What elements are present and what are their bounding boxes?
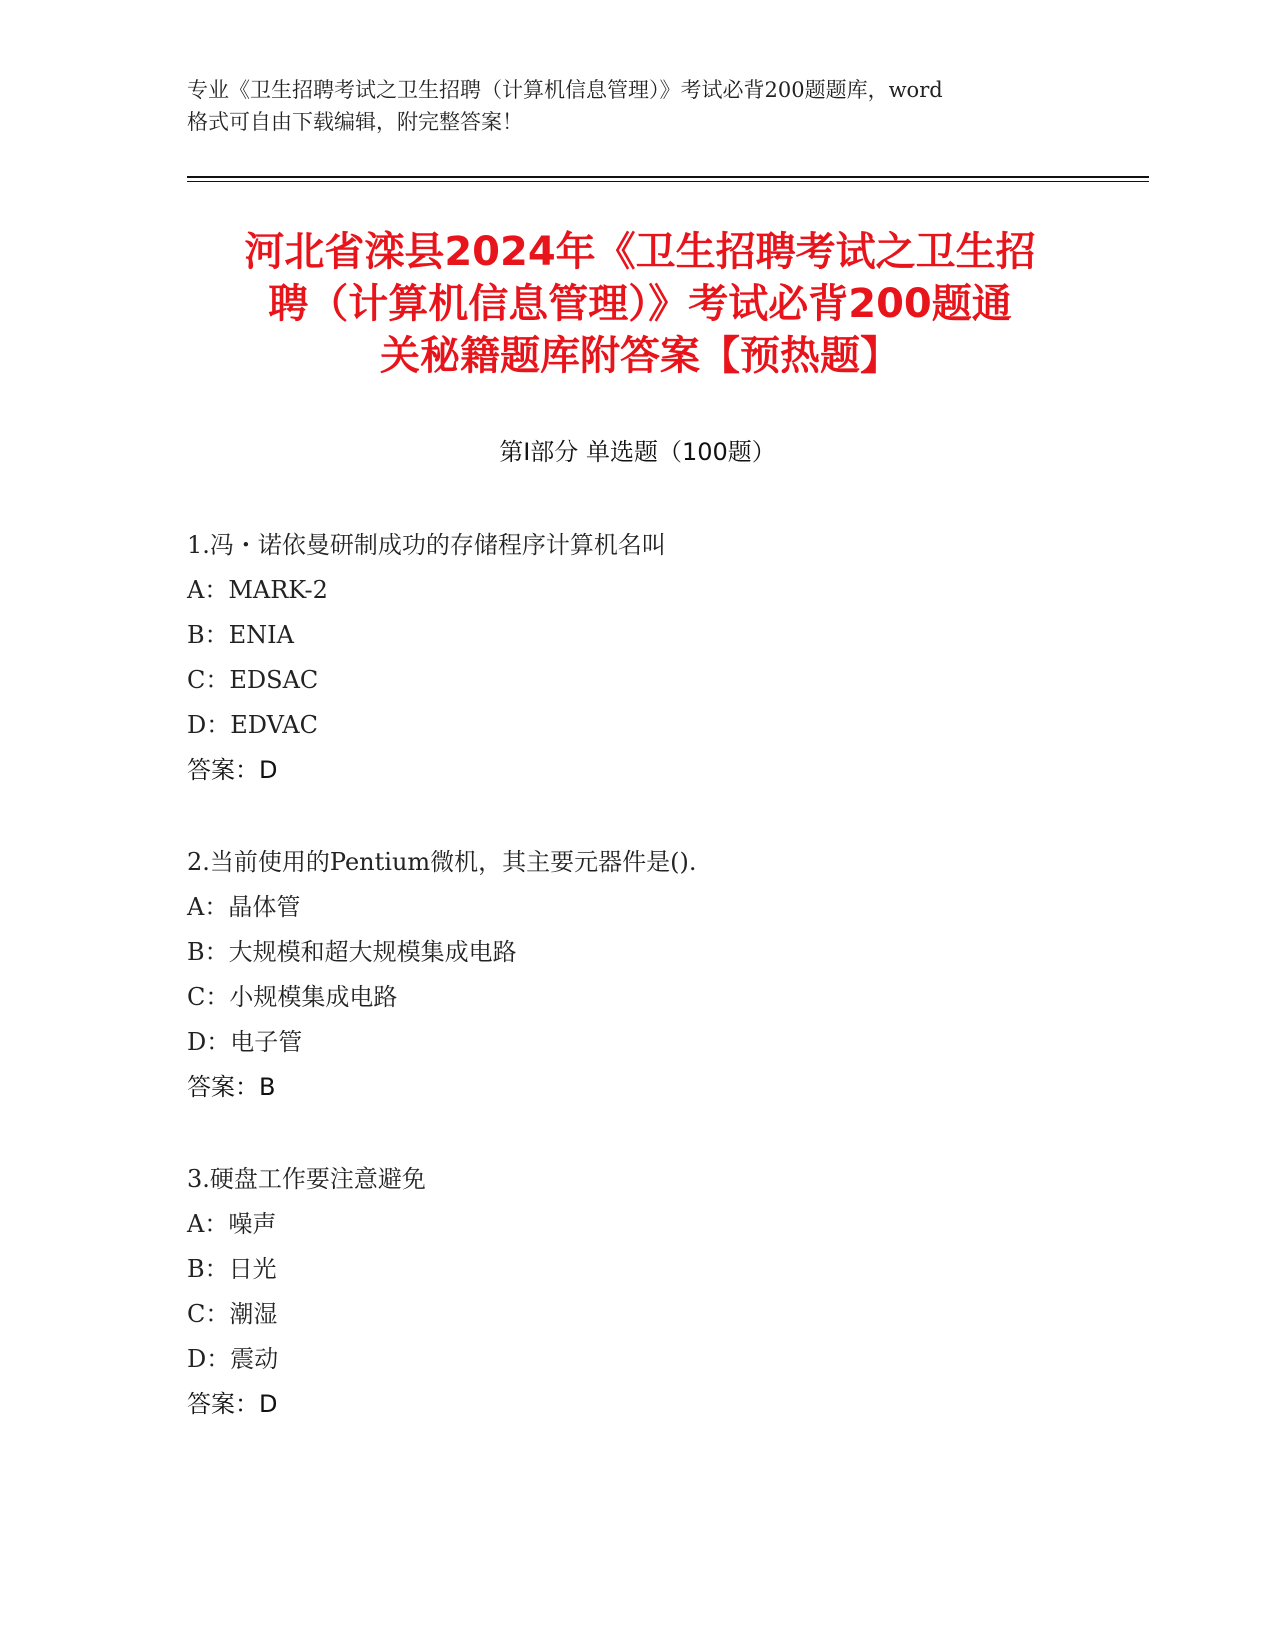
document-title-line-1: 河北省滦县2024年《卫生招聘考试之卫生招 [244,229,1036,275]
answer-line: 答案：B [187,1073,276,1101]
option-a: A：MARK-2 [187,576,328,604]
header-note [187,74,1087,138]
question-stem: 3.硬盘工作要注意避免 [187,1165,426,1193]
header-note-line-2: 格式可自由下载编辑，附完整答案！ [187,110,523,134]
option-a: A：晶体管 [187,893,301,921]
header-note-line-1: 专业《卫生招聘考试之卫生招聘（计算机信息管理）》考试必背200题题库，word [187,78,943,102]
option-b: B：日光 [187,1255,277,1283]
option-b: B：ENIA [187,621,294,649]
header-divider-thick [187,176,1149,178]
option-d: D：EDVAC [187,711,318,739]
option-c: C：潮湿 [187,1300,278,1328]
header-divider-thin [187,181,1149,182]
section-heading: 第Ⅰ部分 单选题（100题） [499,438,776,466]
question-item [187,1157,1087,1427]
question-stem: 1.冯・诺依曼研制成功的存储程序计算机名叫 [187,531,666,559]
option-d: D：震动 [187,1345,279,1373]
answer-line: 答案：D [187,1390,278,1418]
document-title-line-2: 聘（计算机信息管理）》考试必背200题通 [268,281,1012,327]
question-stem: 2.当前使用的Pentium微机，其主要元器件是(). [187,848,697,876]
answer-line: 答案：D [187,756,278,784]
option-b: B：大规模和超大规模集成电路 [187,938,517,966]
option-a: A：噪声 [187,1210,277,1238]
question-item [187,840,1087,1110]
document-title-line-3: 关秘籍题库附答案【预热题】 [380,333,900,379]
document-title [175,226,1105,382]
option-c: C：EDSAC [187,666,319,694]
question-item [187,523,1087,793]
option-c: C：小规模集成电路 [187,983,398,1011]
option-d: D：电子管 [187,1028,303,1056]
